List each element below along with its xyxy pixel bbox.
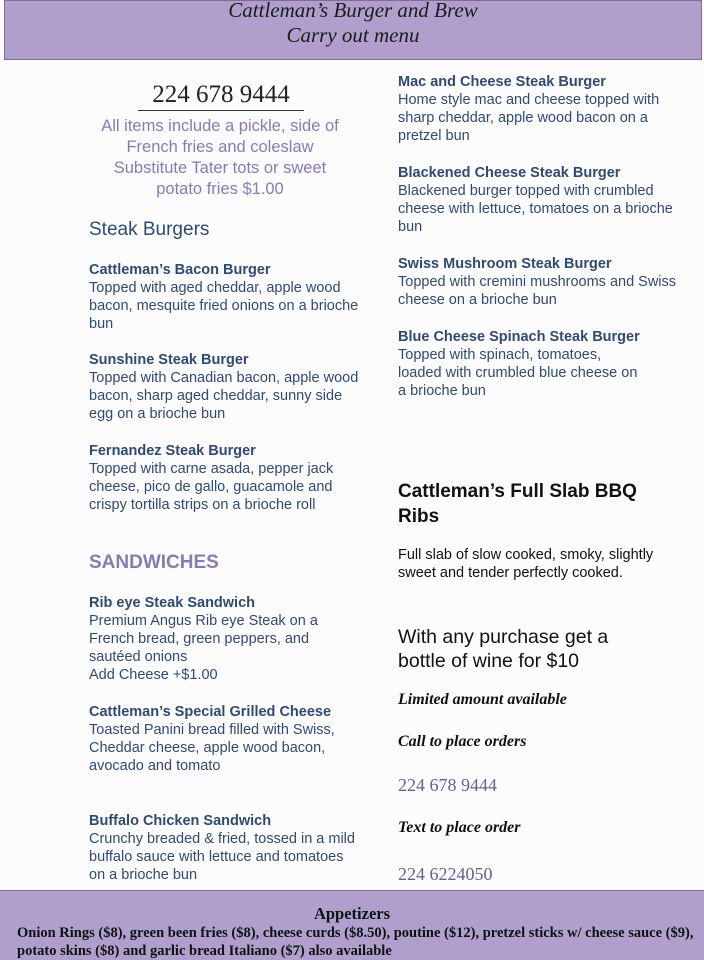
item-description: Topped with cremini mushrooms and Swiss cheese on a brioche bun [398,274,677,308]
menu-item [89,812,359,884]
item-name: Cattleman’s Bacon Burger [89,262,271,278]
item-description: Topped with carne asada, pepper jack cheese, pico de gallo, guacamole and crispy tortilla strips on a brioche roll [89,461,334,513]
item-name: Rib eye Steak Sandwich [89,595,256,611]
item-description: Premium Angus Rib eye Steak on a French bread, green peppers, and sautéed onions [89,613,318,665]
item-description: Crunchy breaded & fried, tossed in a mild buffalo sauce with lettuce and tomatoes on a brioche bun [89,831,355,883]
menu-item [398,164,678,236]
appetizers-banner [0,890,704,960]
menu-item [398,73,678,145]
call-phone-number: 224 678 9444 [398,775,497,795]
menu-item [89,703,354,775]
item-name: Sunshine Steak Burger [89,352,249,368]
menu-item [398,328,648,400]
menu-item [89,261,359,333]
item-description: Home style mac and cheese topped with sharp cheddar, apple wood bacon on a pretzel bun [398,92,660,144]
item-name: Swiss Mushroom Steak Burger [398,256,612,272]
item-name: Blackened Cheese Steak Burger [398,165,621,181]
menu-item [89,442,359,514]
item-description: Blackened burger topped with crumbled cheese with lettuce, tomatoes on a brioche bun [398,183,673,235]
item-name: Cattleman’s Special Grilled Cheese [89,704,332,720]
menu-item [398,255,688,309]
item-extra: Add Cheese +$1.00 [89,667,218,683]
item-description: Topped with aged cheddar, apple wood bacon, mesquite fried onions on a brioche bun [89,280,359,332]
intro-note [89,116,351,200]
item-name: Mac and Cheese Steak Burger [398,74,606,90]
intro-line-substitute: Substitute Tater tots or sweet potato fries $1.00 [113,159,327,198]
menu-header [4,0,702,60]
ribs-title: Cattleman’s Full Slab BBQ Ribs [398,481,637,527]
menu-item [89,594,359,684]
item-name: Fernandez Steak Burger [89,443,256,459]
limited-note: Limited amount available [398,691,567,708]
wine-promo: With any purchase get a bottle of wine for $10 [398,626,609,672]
restaurant-name: Cattleman’s Burger and Brew [228,0,478,22]
text-note: Text to place order [398,819,521,836]
menu-item [89,351,359,423]
text-phone-number: 224 6224050 [398,864,493,884]
item-description: Toasted Panini bread filled with Swiss, Cheddar cheese, apple wood bacon, avocado and tomato [89,722,335,774]
appetizers-heading: Appetizers [313,904,391,923]
item-name: Blue Cheese Spinach Steak Burger [398,329,640,345]
menu-subtitle: Carry out menu [286,23,420,47]
call-note: Call to place orders [398,733,527,750]
phone-number-top: 224 678 9444 [138,80,304,111]
item-description: Topped with spinach, tomatoes, loaded with crumbled blue cheese on a brioche bun [398,347,638,399]
steak-burgers-heading: Steak Burgers [89,219,210,240]
sandwiches-heading: SANDWICHES [89,552,219,573]
ribs-description: Full slab of slow cooked, smoky, slightly sweet and tender perfectly cooked. [398,547,654,581]
item-description: Topped with Canadian bacon, apple wood bacon, sharp aged cheddar, sunny side egg on a brioche bun [89,370,359,422]
appetizers-list: Onion Rings ($8), green been fries ($8), cheese curds ($8.50), poutine ($12), pretzel sticks w/ cheese sauce ($9), potato skins ($8) and garlic bread Italiano ($7) also available [17,925,694,959]
item-name: Buffalo Chicken Sandwich [89,813,272,829]
intro-line-sides: All items include a pickle, side of French fries and coleslaw [101,117,339,156]
